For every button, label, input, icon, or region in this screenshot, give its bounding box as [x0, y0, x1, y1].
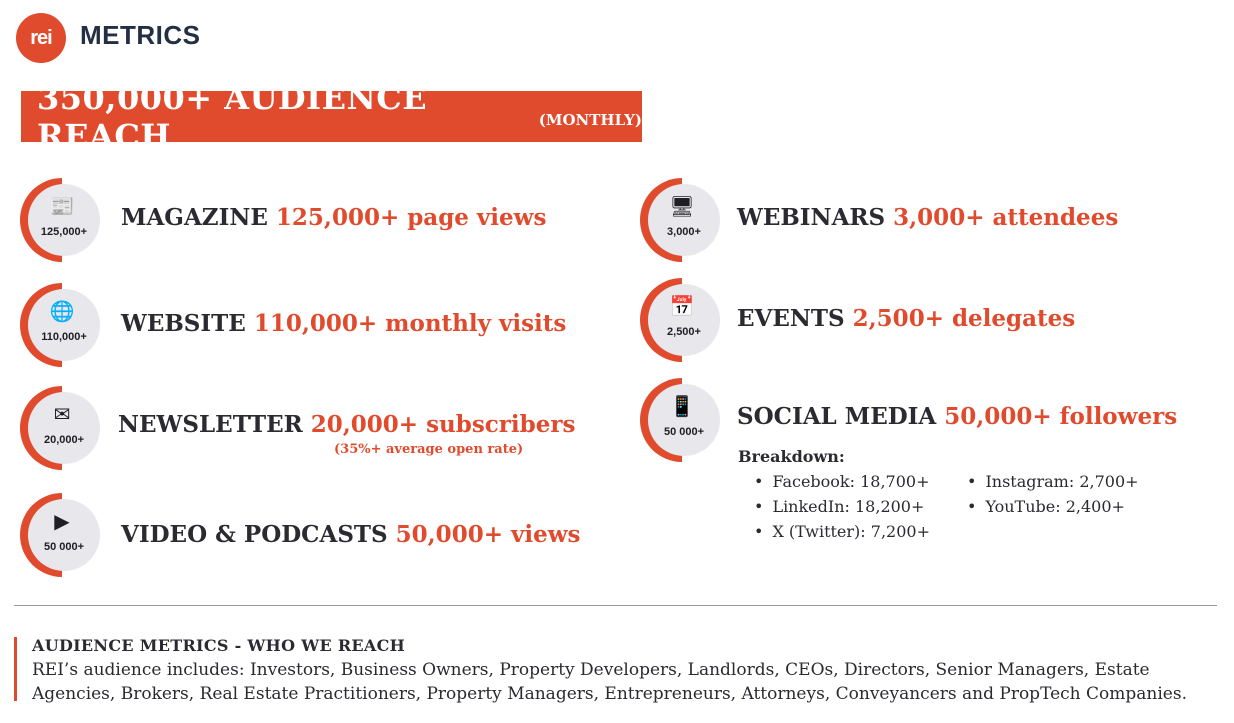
globe-icon: 🌐 [49, 299, 75, 323]
rei-logo: rei [16, 13, 66, 63]
badge-number: 125,000+ [40, 226, 88, 238]
banner-main-text: 350,000+ AUDIENCE REACH [37, 78, 428, 155]
webinars-badge [640, 178, 724, 262]
metric-magazine [121, 204, 546, 231]
calendar-icon: 📅 [669, 294, 695, 318]
magazine-icon: 📰 [49, 194, 75, 218]
metric-value: 125,000+ page views [275, 204, 547, 231]
newsletter-open-rate-note: (35%+ average open rate) [334, 442, 524, 457]
breakdown-title: Breakdown: [738, 447, 845, 466]
breakdown-item: • X (Twitter): 7,200+ [754, 522, 930, 541]
metric-value: 20,000+ subscribers [310, 411, 576, 438]
breakdown-item: • Instagram: 2,700+ [967, 472, 1139, 491]
metric-value: 3,000+ attendees [893, 204, 1119, 231]
metric-video-podcasts [121, 521, 580, 548]
metric-value: 110,000+ monthly visits [253, 310, 567, 337]
badge-number: 50 000+ [43, 541, 85, 553]
metric-value: 50,000+ views [395, 521, 581, 548]
badge-number: 110,000+ [41, 331, 87, 343]
envelope-icon: ✉ [53, 402, 71, 426]
divider [14, 605, 1217, 606]
banner-sub-text: (MONTHLY) [538, 110, 642, 129]
events-badge [640, 278, 724, 362]
metric-newsletter [118, 411, 575, 438]
metric-label: WEBSITE [121, 310, 246, 337]
video-icon: ▶ [54, 509, 70, 533]
breakdown-item: • Facebook: 18,700+ [754, 472, 930, 491]
metric-label: WEBINARS [737, 204, 886, 231]
magazine-badge [20, 178, 104, 262]
metric-label: NEWSLETTER [118, 411, 303, 438]
metric-value: 50,000+ followers [944, 403, 1178, 430]
phone-icon: 📱 [669, 394, 695, 418]
footer-title: AUDIENCE METRICS - WHO WE REACH [32, 636, 406, 655]
audience-reach-banner [21, 78, 642, 155]
metric-value: 2,500+ delegates [852, 305, 1076, 332]
video-badge [20, 493, 104, 577]
metric-social-media [737, 403, 1177, 430]
metric-label: EVENTS [737, 305, 845, 332]
metric-webinars [737, 204, 1118, 231]
badge-number: 3,000+ [667, 226, 701, 238]
metric-label: VIDEO & PODCASTS [121, 521, 388, 548]
website-badge [20, 283, 104, 367]
badge-number: 2,500+ [667, 326, 701, 338]
newsletter-badge [20, 386, 104, 470]
social-media-badge [640, 378, 724, 462]
footer-body: REI’s audience includes: Investors, Business Owners, Property Developers, Landlords, CEOs, Directors, Senior Managers, Estate Agencies, Brokers, Real Estate Practitioners, Property Managers, Entrepreneurs, Attorneys, Conveyancers and PropTech Companies. [32, 660, 1187, 704]
metric-events [737, 305, 1075, 332]
webinar-icon: 🖥 [669, 194, 695, 218]
metric-website [121, 310, 566, 337]
page-title: METRICS [80, 20, 201, 50]
metric-label: MAGAZINE [121, 204, 268, 231]
breakdown-item: • YouTube: 2,400+ [967, 497, 1125, 516]
metric-label: SOCIAL MEDIA [737, 403, 937, 430]
footer-accent-bar [14, 637, 17, 701]
badge-number: 20,000+ [43, 434, 85, 446]
badge-number: 50 000+ [663, 426, 705, 438]
breakdown-item: • LinkedIn: 18,200+ [754, 497, 924, 516]
